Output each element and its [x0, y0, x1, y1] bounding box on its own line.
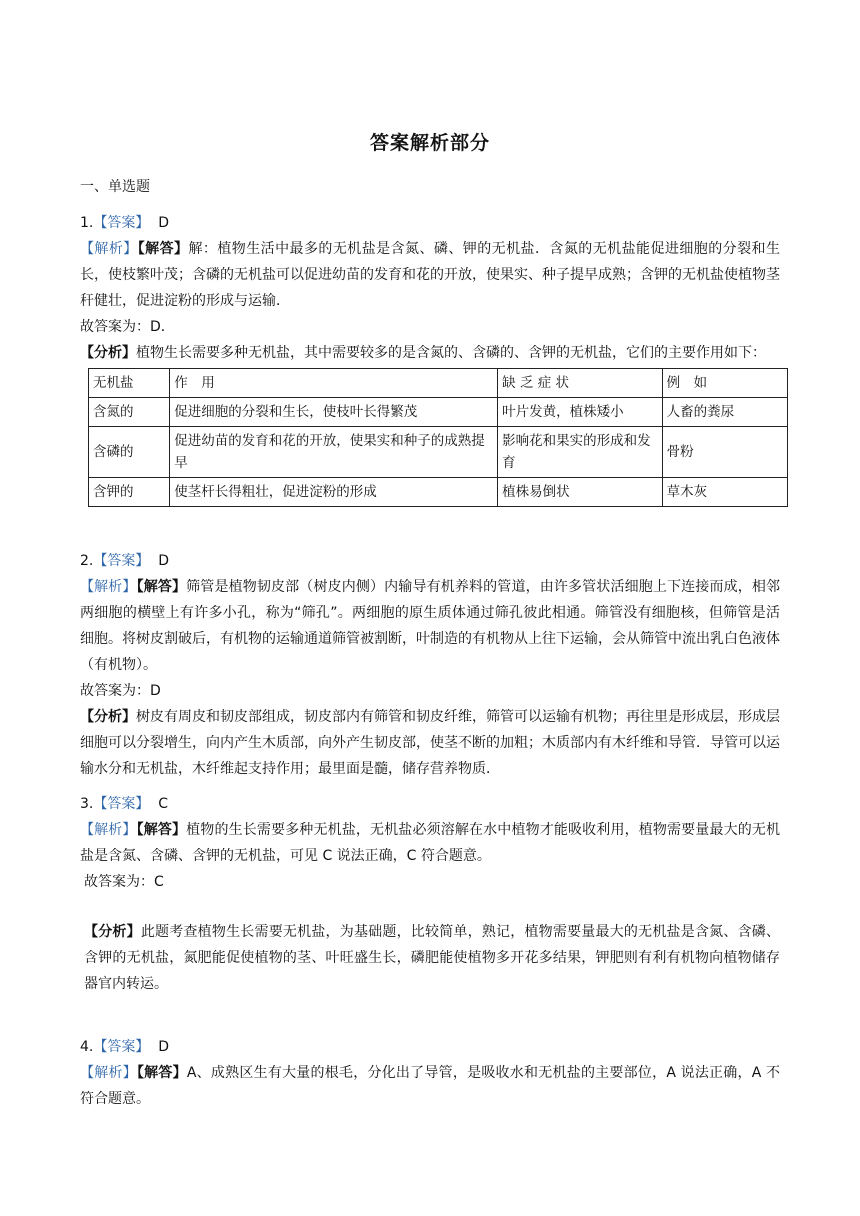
- q1-conclusion: 故答案为：D．: [80, 319, 175, 335]
- table-header-cell: 缺 乏 症 状: [498, 369, 662, 398]
- solve-label: 【解答】: [136, 579, 187, 595]
- answer-label: 【答案】: [93, 215, 150, 231]
- table-cell: 人畜的粪尿: [662, 398, 787, 427]
- question-3: [80, 791, 780, 997]
- page-title: 答案解析部分: [369, 132, 490, 154]
- answer-label: 【答案】: [93, 1039, 150, 1055]
- q3-answer-line: [80, 791, 780, 817]
- q4-number: 4.: [80, 1039, 94, 1055]
- q2-conclusion: 故答案为：D: [80, 683, 161, 699]
- question-4: [80, 1034, 780, 1112]
- table-header-cell: 例 如: [662, 369, 787, 398]
- answer-label: 【答案】: [93, 796, 150, 812]
- table-cell: 含磷的: [89, 427, 170, 478]
- table-cell: 影响花和果实的形成和发育: [498, 427, 662, 478]
- table-row: [89, 398, 788, 427]
- table-row: [89, 427, 788, 478]
- q3-explanation: [80, 817, 780, 869]
- answer-label: 【答案】: [93, 553, 150, 569]
- solve-label: 【解答】: [136, 822, 187, 838]
- analysis-label: 【分析】: [80, 345, 136, 361]
- table-cell: 含钾的: [89, 478, 170, 507]
- table-header-row: [89, 369, 788, 398]
- q4-answer-line: [80, 1034, 780, 1060]
- section-heading: 一、单选题: [80, 179, 150, 195]
- table-cell: 叶片发黄，植株矮小: [498, 398, 662, 427]
- q2-explain-text: 筛管是植物韧皮部（树皮内侧）内输导有机养料的管道，由许多管状活细胞上下连接而成，相邻两细胞的横壁上有许多小孔，称为“筛孔”。两细胞的原生质体通过筛孔彼此相通。筛管没有细胞核，但筛管是活细胞。将树皮割破后，有机物的运输通道筛管被割断，叶制造的有机物从上往下运输，会从筛管中流出乳白色液体（有机物）。: [80, 579, 781, 673]
- q4-explanation: [80, 1060, 780, 1112]
- table-header-cell: 作 用: [170, 369, 498, 398]
- q3-conclusion: 故答案为：C: [84, 874, 164, 890]
- analysis-label: 【分析】: [84, 924, 141, 940]
- q2-explanation: [80, 574, 780, 678]
- q3-answer: C: [158, 796, 169, 812]
- q4-explain-text: A、成熟区生有大量的根毛，分化出了导管，是吸收水和无机盐的主要部位，A 说法正确，A 不符合题意。: [80, 1065, 781, 1107]
- q1-answer-line: [80, 210, 780, 236]
- q2-number: 2.: [80, 553, 94, 569]
- q1-answer: D: [158, 215, 170, 231]
- question-1: [80, 210, 780, 509]
- q4-answer: D: [158, 1039, 170, 1055]
- q1-analysis: [80, 340, 780, 366]
- q3-number: 3.: [80, 796, 94, 812]
- solve-label: 【解答】: [136, 1065, 187, 1081]
- q3-analysis-text: 此题考查植物生长需要无机盐，为基础题，比较简单，熟记，植物需要量最大的无机盐是含氮、含磷、含钾的无机盐，氮肥能促使植物的茎、叶旺盛生长，磷肥能使植物多开花多结果，钾肥则有利有机物向植物储存器官内转运。: [84, 924, 781, 992]
- q1-analysis-text: 植物生长需要多种无机盐，其中需要较多的是含氮的、含磷的、含钾的无机盐，它们的主要作用如下：: [136, 345, 766, 361]
- explain-label: 【解析】: [80, 579, 137, 595]
- q1-number: 1.: [80, 215, 94, 231]
- solve-label: 【解答】: [137, 241, 189, 257]
- explain-label: 【解析】: [80, 1065, 137, 1081]
- q3-explain-text: 植物的生长需要多种无机盐，无机盐必须溶解在水中植物才能吸收利用，植物需要量最大的无机盐是含氮、含磷、含钾的无机盐，可见 C 说法正确，C 符合题意。: [80, 822, 781, 864]
- table-cell: 含氮的: [89, 398, 170, 427]
- q1-explain-text: 解：植物生活中最多的无机盐是含氮、磷、钾的无机盐．含氮的无机盐能促进细胞的分裂和生长，使枝繁叶茂；含磷的无机盐可以促进幼苗的发育和花的开放，使果实、种子提早成熟；含钾的无机盐使植物茎秆健壮，促进淀粉的形成与运输．: [80, 241, 780, 309]
- q2-analysis: [80, 704, 780, 782]
- nutrient-table: [88, 368, 788, 507]
- question-2: [80, 548, 780, 782]
- table-header-cell: 无机盐: [89, 369, 170, 398]
- table-cell: 植株易倒状: [498, 478, 662, 507]
- table-cell: 使茎杆长得粗壮，促进淀粉的形成: [170, 478, 498, 507]
- explain-label: 【解析】: [80, 241, 138, 257]
- table-cell: 促进细胞的分裂和生长，使枝叶长得繁茂: [170, 398, 498, 427]
- table-row: [89, 478, 788, 507]
- explain-label: 【解析】: [80, 822, 137, 838]
- q2-answer-line: [80, 548, 780, 574]
- table-cell: 促进幼苗的发育和花的开放，使果实和种子的成熟提早: [170, 427, 498, 478]
- table-cell: 骨粉: [662, 427, 787, 478]
- q3-analysis: [80, 919, 780, 997]
- q2-answer: D: [158, 553, 170, 569]
- table-cell: 草木灰: [662, 478, 787, 507]
- q2-analysis-text: 树皮有周皮和韧皮部组成，韧皮部内有筛管和韧皮纤维，筛管可以运输有机物；再往里是形成层，形成层细胞可以分裂增生，向内产生木质部，向外产生韧皮部，使茎不断的加粗；木质部内有木纤维和导管．导管可以运输水分和无机盐，木纤维起支持作用；最里面是髓，储存营养物质．: [80, 709, 780, 777]
- analysis-label: 【分析】: [80, 709, 136, 725]
- q1-explanation: [80, 236, 780, 314]
